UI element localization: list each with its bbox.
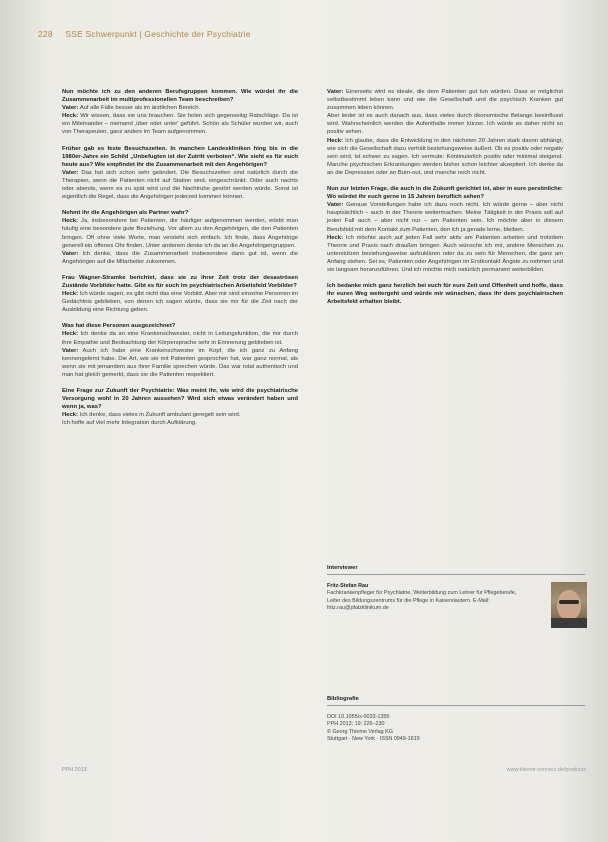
- question: Was hat diese Personen ausgezeichnet?: [62, 323, 176, 330]
- bibliography-line: PPH 2013; 19: 226–230: [327, 721, 385, 728]
- interviewer-name: Fritz-Stefan Rau: [327, 583, 369, 590]
- answer-text: Auf alle Fälle besser als im ärztlichen Bereich.: [79, 105, 201, 112]
- answer-text: Ich glaube, dass die Entwicklung in den nächsten 20 Jahren stark davon abhängt, wie sich die Gesellschaft dazu verhält beziehungsweise äußert. Ob es positiv oder negativ sein wird, ist schwer zu sagen. Ich vermute: Kontinuierlich positiv oder minimal steigend. Manche psychischen Erkrankungen werden bisher schon leichter akzeptiert. Ich denke da an die Depression oder an Burn-out, und manche noch nicht.: [327, 137, 563, 176]
- interviewer-bio: Fachkrankenpfleger für Psychiatrie, Weiterbildung zum Lehrer für Pflegeberufe, Leiter des Bildungszentrums für die Pflege in Kaiserslautern. E-Mail: fritz.rau@pfalzklinikum.de: [327, 590, 517, 611]
- answer-text: Aber leider ist es auch danach aus, dass vieles durch ökonomische Belange beeinflusst wird. Wahrscheinlich werden die Aufenthalte immer kürzer. Ich würde es daher nicht so positiv sehen.: [327, 113, 563, 136]
- answer: [327, 137, 563, 177]
- question: Nun möchte ich zu den anderen Berufsgruppen kommen. Wie würdet ihr die Zusammenarbeit im multiprofessionellen Team beschreiben?: [62, 89, 298, 104]
- speaker-label: Heck:: [62, 412, 79, 419]
- question: Nehmt ihr die Angehörigen als Partner wahr?: [62, 210, 189, 217]
- footer-right: www.thieme-connect.de/products: [506, 767, 586, 773]
- answer: [327, 234, 563, 274]
- answer-text: Ich denke, dass die Zusammenarbeit insbesondere dann gut ist, wenn die Angehörigen auf die Mitarbeiter zukommen.: [62, 250, 298, 265]
- qa-block: [62, 274, 298, 314]
- answer: [62, 290, 298, 314]
- answer: [62, 330, 298, 346]
- speaker-label: Heck:: [62, 291, 79, 298]
- answer-text: Ich denke, dass vieles in Zukunft ambulant geregelt sein wird.: [79, 412, 241, 419]
- speaker-label: Vater:: [62, 347, 79, 354]
- question: Früher gab es feste Besuchszeiten. In manchen Landeskliniken hing bis in die 1980er-Jahre ein Schild „Unbefugten ist der Zutritt verboten“. Wie sieht es für euch heute aus? Wie empfindet ihr die Zusammenarbeit mit den Angehörigen?: [62, 145, 298, 168]
- qa-block: [62, 387, 298, 427]
- answer-text: Wir wissen, dass sie uns brauchen. Sie holen sich gegenseitig Ratschläge. Da ist ein Miteinander – niemand ‚über oder unter' geführt. Schön als Schüler wurden wir, auch von Therapeuten, ganz anders im Team aufgenommen.: [62, 113, 298, 136]
- qa-block: [327, 185, 563, 274]
- interviewer-box: [327, 565, 585, 612]
- answer: [62, 217, 298, 249]
- speaker-label: Vater:: [62, 250, 79, 257]
- footer-left: PPH 2013: [62, 767, 87, 773]
- interviewer-photo: [551, 582, 587, 628]
- question: Nun zur letzten Frage, die auch in die Zukunft gerichtet ist, aber in eure persönliche: Wo würdet ihr euch gerne in 15 Jahren beruflich sehen?: [327, 186, 563, 201]
- qa-block: [62, 145, 298, 202]
- answer: [62, 112, 298, 136]
- answer-text: Ich möchte auch auf jeden Fall sehr aktiv am Patienten arbeiten und trotzdem Theorie und Praxis nach draußen bringen. Auch wünsche ich mir, andere Menschen zu unterstützen beziehungsweise aufzuklären oder da zu sein für Menschen, die ganz am Anfang stehen. Sei es, Patienten oder Angehörigen im Erstkontakt Ängste zu nehmen und sie langsam heranzuführen. Und ich möchte mich natürlich permanent weiterbilden.: [327, 234, 564, 273]
- interviewer-title: Interviewer: [327, 565, 585, 575]
- answer: [62, 347, 298, 379]
- answer: [62, 169, 298, 201]
- bibliography-line: DOI 10.1055/s-0033-1355: [327, 714, 390, 721]
- qa-block: [62, 88, 298, 137]
- answer-text: Das hat sich schon sehr geändert. Die Besuchszeiten sind natürlich durch die Therapien, wenn die Patienten nicht auf Station sind, eingeschränkt. Oder auch nachts oder abends, wenn es zu spät wird und die Nachtruhe gestört werden würde. Sonst ist eigentlich die Regel, dass die Angehörigen jederzeit kommen können.: [62, 169, 298, 201]
- answer: [62, 104, 298, 112]
- answer: [62, 250, 298, 266]
- answer-text: Ich hoffe auf viel mehr Integration durch Aufklärung.: [62, 420, 197, 427]
- bibliography-line: © Georg Thieme Verlag KG: [327, 728, 393, 735]
- left-column: [62, 88, 298, 435]
- speaker-label: Vater:: [327, 89, 344, 95]
- answer-text: Auch ich habe eine Krankenschwester im Kopf, die ich ganz zu Anfang kennengelernt habe. Die Art, wie sie mit Patienten gesprochen hat, war ganz normal, als wenn sie mit jemandem aus ihrer Familie sprechen würde. Das war total authentisch und man hat gleich gemerkt, dass sie die Patienten respektiert.: [62, 347, 298, 378]
- qa-block: [327, 88, 563, 177]
- qa-block: [327, 282, 563, 306]
- answer-text: Genaue Vorstellungen habe ich dazu noch nicht. Ich würde gerne – aber nicht hauptsächlich – auch in der Theorie weitermachen. Meine Tätigkeit in der Praxis soll auf jeden Fall auch – aber nicht nur – am Patienten sein. Ich möchte aber in diesem Berufsfeld mit dem Kontakt zum Patienten, den ich ja gerade lerne, bleiben.: [327, 202, 563, 233]
- speaker-label: Heck:: [327, 234, 344, 241]
- speaker-label: Heck:: [62, 113, 79, 120]
- answer-text: Ich würde sagen, es gibt nicht das eine Vorbild. Aber mir sind einzelne Personen im Gedächtnis geblieben, von denen ich sagen würde, dass sie mir für die Zeit nach der Ausbildung eine Richtung geben.: [62, 291, 299, 314]
- question: Frau Wagner-Stramke berichtet, dass sie zu ihrer Zeit trotz der desaströsen Zustände Vorbilder hatte. Gibt es für euch im psychiatrischen Arbeitsfeld Vorbilder?: [62, 274, 298, 289]
- answer: [62, 411, 298, 419]
- speaker-label: Vater:: [62, 169, 79, 176]
- right-column: [327, 88, 563, 314]
- speaker-label: Heck:: [62, 331, 79, 338]
- answer: [327, 88, 563, 112]
- qa-block: [62, 322, 298, 379]
- answer: [327, 201, 563, 233]
- running-header: [38, 29, 251, 39]
- bibliography-box: [327, 696, 585, 743]
- section-title: SSE Schwerpunkt | Geschichte der Psychiatrie: [65, 29, 251, 39]
- answer-text: Ja, insbesondere bei Patienten, die häufiger aufgenommen werden, erlebt man häufig eine besondere gute Beziehung. Vor allem zu den Angehörigen, die den Patienten bringen. Oft ohne viele Worte, man versteht sich einfach. Ich finde, dass Angehörige generell ein offenes Ohr finden. Unter anderem denke ich da an die Angehörigengruppen.: [62, 218, 298, 249]
- qa-block: [62, 209, 298, 266]
- bibliography-title: Bibliografie: [327, 696, 585, 706]
- speaker-label: Heck:: [62, 218, 79, 225]
- answer-text: Ich denke da an eine Krankenschwester, nicht in Leitungsfunktion, die mir durch ihre Empathie und Beobachtung der Körpersprache sehr in Erinnerung geblieben ist.: [62, 331, 299, 346]
- speaker-label: Vater:: [327, 202, 344, 209]
- answer: [327, 112, 563, 136]
- question: Ich bedanke mich ganz herzlich bei euch für eure Zeit und Offenheit und hoffe, dass ihr euren Weg weitergeht und würde mir wünschen, dass ihr dem psychiatrischen Arbeitsfeld erhalten bleibt.: [327, 283, 563, 306]
- speaker-label: Heck:: [327, 137, 344, 144]
- answer-text: Einerseits wird es ideale, die dem Patienten gut tun würden. Dass er möglichst selbstbestimmt leben kann und wie die Gesellschaft und die psychisch Kranken gut zusammen leben können.: [327, 89, 563, 112]
- answer: [62, 419, 298, 427]
- bibliography-line: Stuttgart · New York · ISSN 0949-1619: [327, 735, 420, 742]
- page-number: 228: [38, 29, 53, 39]
- question: Eine Frage zur Zukunft der Psychiatrie: Was meint ihr, wie wird die psychiatrische Versorgung wohl in 20 Jahren aussehen? Wird sich etwas verändert haben und wenn ja, was?: [62, 388, 298, 411]
- speaker-label: Vater:: [62, 105, 79, 112]
